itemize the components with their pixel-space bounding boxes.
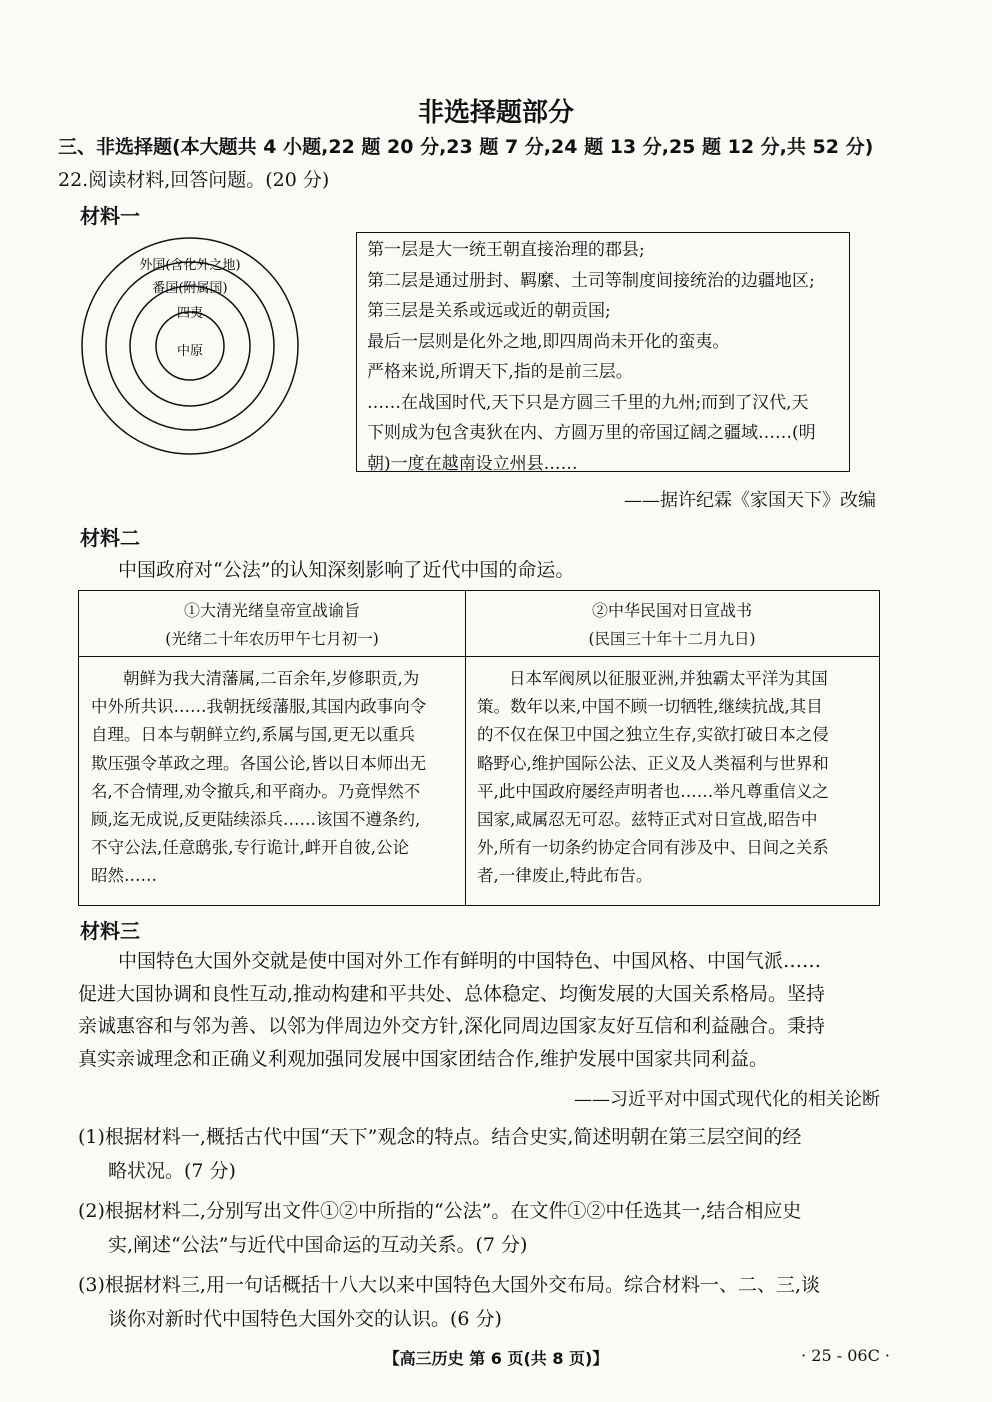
sub-question-2-continued: 实,阐述“公法”与近代中国命运的互动关系。(7 分) [108, 1234, 528, 1256]
exam-code: · 25 - 06C · [801, 1346, 890, 1365]
document2-line: 平,此中国政府屡经声明者也……举凡尊重信义之 [477, 781, 829, 801]
sub-questions [78, 1120, 890, 1336]
material3-line: 亲诚惠容和与邻为善、以邻为伴周边外交方针,深化同周边国家友好互信和利益融合。秉持 [78, 1015, 826, 1037]
page-number: 【高三历史 第 6 页(共 8 页)】 [383, 1349, 609, 1368]
material1-text-box [356, 232, 850, 472]
document2-line: 略野心,维护国际公法、正义及人类福利与世界和 [477, 753, 829, 773]
outer-circle-label: 外国(含化外之地) [139, 258, 241, 273]
third-circle-label: 四夷 [176, 306, 204, 321]
document1-line: 昭然…… [91, 866, 157, 886]
document1-body [79, 657, 465, 891]
material1-line: 下则成为包含夷狄在内、方圆万里的帝国辽阔之疆域……(明 [367, 423, 816, 443]
document1-line: 名,不合情理,劝令撤兵,和平商办。乃竟悍然不 [91, 781, 421, 801]
material2-intro: 中国政府对“公法”的认知深刻影响了近代中国的命运。 [118, 559, 575, 581]
material3-line: 促进大国协调和良性互动,推动构建和平共处、总体稳定、均衡发展的大国关系格局。坚持 [78, 982, 826, 1005]
section-title: 非选择题部分 [417, 98, 574, 128]
document1-date: (光绪二十年农历甲午七月初一) [165, 630, 379, 648]
document2-date: (民国三十年十二月九日) [588, 630, 756, 648]
document2-line: 策。数年以来,中国不顾一切牺牲,继续抗战,其目 [477, 697, 823, 717]
document2-title: ②中华民国对日宣战书 [591, 601, 752, 620]
document1-line: 中外所共识……我朝抚绥藩服,其国内政事向令 [91, 697, 427, 717]
tianxia-circle-diagram [80, 236, 300, 456]
document2-line: 的不仅在保卫中国之独立生存,实欲打破日本之侵 [477, 725, 829, 745]
sub-question-1: (1)根据材料一,概括古代中国“天下”观念的特点。结合史实,简述明朝在第三层空间的经 [78, 1126, 802, 1148]
document2-header [465, 591, 879, 657]
sub-question-2: (2)根据材料二,分别写出文件①②中所指的“公法”。在文件①②中任选其一,结合相应史 [78, 1200, 802, 1222]
document1-column [79, 591, 466, 905]
material3-line: 中国特色大国外交就是使中国对外工作有鲜明的中国特色、中国风格、中国气派…… [118, 950, 822, 972]
document2-line: 外,所有一切条约协定合同有涉及中、日间之关系 [477, 838, 829, 858]
document2-body [465, 657, 879, 891]
question-title: 22.阅读材料,回答问题。(20 分) [58, 169, 330, 191]
sub-question-1-continued: 略状况。(7 分) [108, 1160, 236, 1182]
document1-line: 不守公法,任意鸱张,专行诡计,衅开自彼,公论 [91, 838, 409, 858]
section-heading: 三、非选择题(本大题共 4 小题,22 题 20 分,23 题 7 分,24 题 13 分,25 题 12 分,共 52 分) [58, 136, 874, 158]
document2-line: 者,一律废止,特此布告。 [477, 866, 653, 886]
material3-text [78, 945, 888, 1075]
document2-column [465, 591, 879, 905]
material1-line: 第三层是关系或远或近的朝贡国; [367, 301, 611, 321]
sub-question-3: (3)根据材料三,用一句话概括十八大以来中国特色大国外交布局。综合材料一、二、三,谈 [78, 1274, 820, 1296]
material3-label: 材料三 [80, 919, 140, 943]
material1-line: 最后一层则是化外之地,即四周尚未开化的蛮夷。 [367, 331, 730, 352]
document1-header [79, 591, 465, 657]
material1-line: 第一层是大一统王朝直接治理的郡县; [367, 240, 645, 260]
second-circle-label: 番国(附属国) [152, 281, 228, 296]
material3-source: ——习近平对中国式现代化的相关论断 [574, 1089, 880, 1110]
material3-line: 真实亲诚理念和正确义利观加强同发展中国家团结合作,维护发展中国家共同利益。 [78, 1047, 769, 1070]
material2-table [78, 590, 880, 906]
document1-line: 自理。日本与朝鲜立约,系属与国,更无以重兵 [91, 725, 415, 745]
document2-line: 国家,咸属忍无可忍。兹特正式对日宣战,昭告中 [477, 810, 818, 830]
material1-line: 第二层是通过册封、羁縻、土司等制度间接统治的边疆地区; [367, 270, 815, 291]
material1-line: 朝)一度在越南设立州县…… [367, 453, 578, 474]
center-circle-label: 中原 [176, 344, 204, 359]
material1-line: ……在战国时代,天下只是方圆三千里的九州;而到了汉代,天 [367, 392, 809, 413]
document1-line: 顾,迄无成说,反更陆续添兵……该国不遵条约, [91, 810, 421, 830]
document1-line: 欺压强令革政之理。各国公论,皆以日本师出无 [91, 753, 427, 773]
material1-label: 材料一 [80, 204, 140, 228]
material1-source: ——据许纪霖《家国天下》改编 [624, 490, 876, 511]
document1-line: 朝鲜为我大清藩属,二百余年,岁修职贡,为 [123, 669, 420, 688]
sub-question-3-continued: 谈你对新时代中国特色大国外交的认识。(6 分) [108, 1308, 502, 1330]
document1-title: ①大清光绪皇帝宣战谕旨 [183, 601, 360, 620]
material2-label: 材料二 [80, 526, 140, 550]
document2-line: 日本军阀夙以征服亚洲,并独霸太平洋为其国 [509, 669, 828, 688]
material1-line: 严格来说,所谓天下,指的是前三层。 [367, 362, 633, 382]
